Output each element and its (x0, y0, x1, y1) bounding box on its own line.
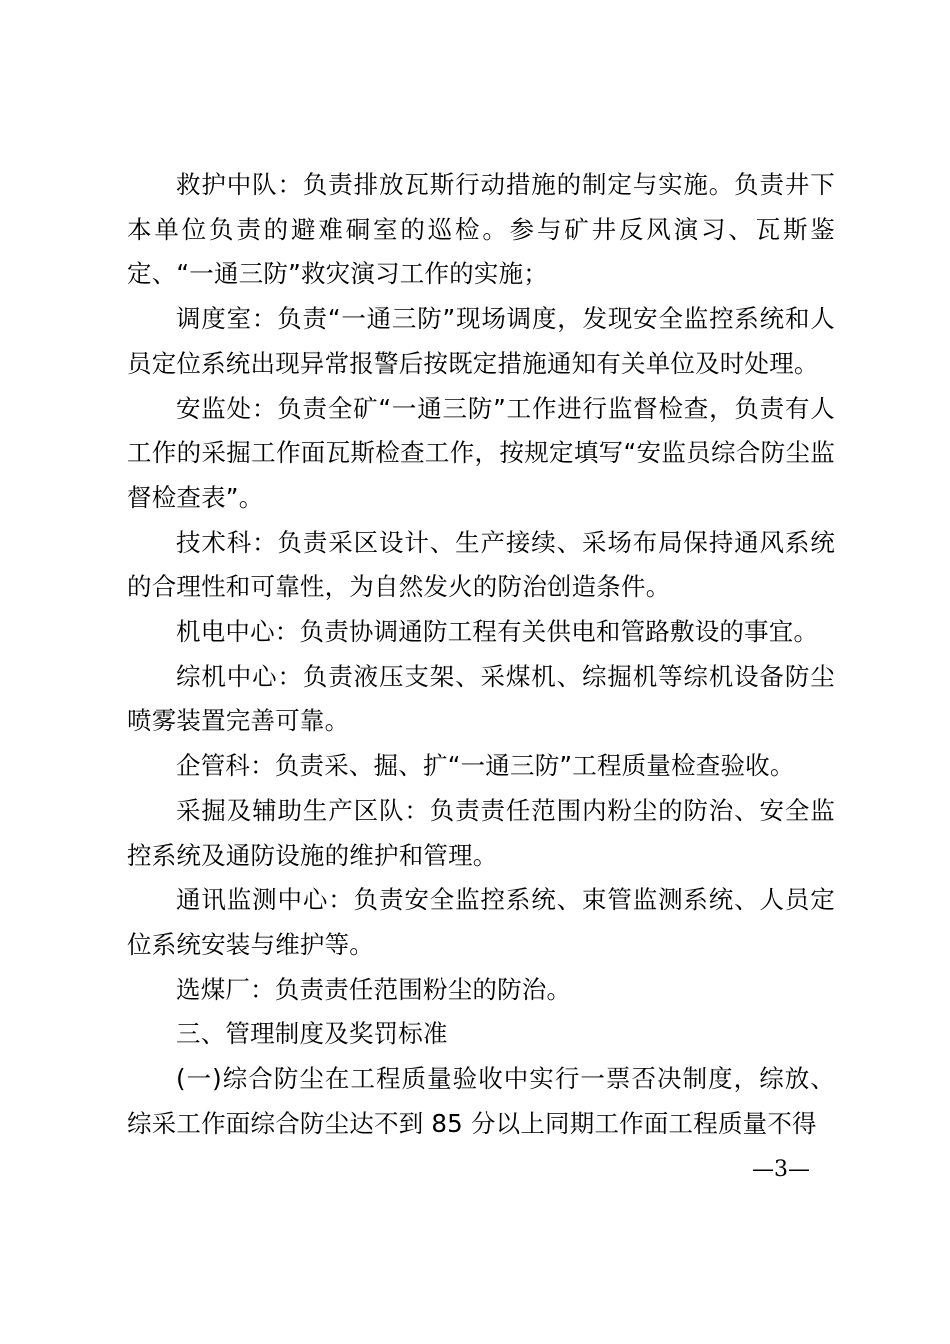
paragraph-dispatch-room: 调度室：负责“一通三防”现场调度，发现安全监控系统和人员定位系统出现异常报警后按既定措施通知有关单位及时处理。 (127, 304, 835, 378)
paragraph-rescue-squad: 救护中队：负责排放瓦斯行动措施的制定与实施。负责井下本单位负责的避难硐室的巡检。参与矿井反风演习、瓦斯鉴定、“一通三防”救灾演习工作的实施； (127, 170, 835, 289)
document-body (127, 163, 835, 1146)
paragraph-safety-supervision: 安监处：负责全矿“一通三防”工作进行监督检查，负责有人工作的采掘工作面瓦斯检查工作，按规定填写“安监员综合防尘监督检查表”。 (127, 393, 835, 512)
section-heading-management-system: 三、管理制度及奖罚标准 (176, 1019, 448, 1049)
paragraph-mechanized-center: 综机中心：负责液压支架、采煤机、综掘机等综机设备防尘喷雾装置完善可靠。 (127, 661, 835, 736)
paragraph-technical-section: 技术科：负责采区设计、生产接续、采场布局保持通风系统的合理性和可靠性，为自然发火的防治创造条件。 (127, 527, 835, 602)
paragraph-communication-center: 通讯监测中心：负责安全监控系统、束管监测系统、人员定位系统安装与维护等。 (127, 885, 835, 959)
paragraph-coal-preparation-plant: 选煤厂：负责责任范围粉尘的防治。 (176, 974, 572, 1004)
paragraph-management-section: 企管科：负责采、掘、扩“一通三防”工程质量检查验收。 (176, 751, 795, 781)
paragraph-dust-prevention-rule: (一)综合防尘在工程质量验收中实行一票否决制度，综放、综采工作面综合防尘达不到 85 分以上同期工作面工程质量不得 (127, 1064, 835, 1138)
page-number: —3— (752, 1157, 810, 1182)
paragraph-mining-teams: 采掘及辅助生产区队：负责责任范围内粉尘的防治、安全监控系统及通防设施的维护和管理。 (127, 795, 835, 870)
paragraph-electromechanical-center: 机电中心：负责协调通防工程有关供电和管路敷设的事宜。 (176, 617, 819, 647)
